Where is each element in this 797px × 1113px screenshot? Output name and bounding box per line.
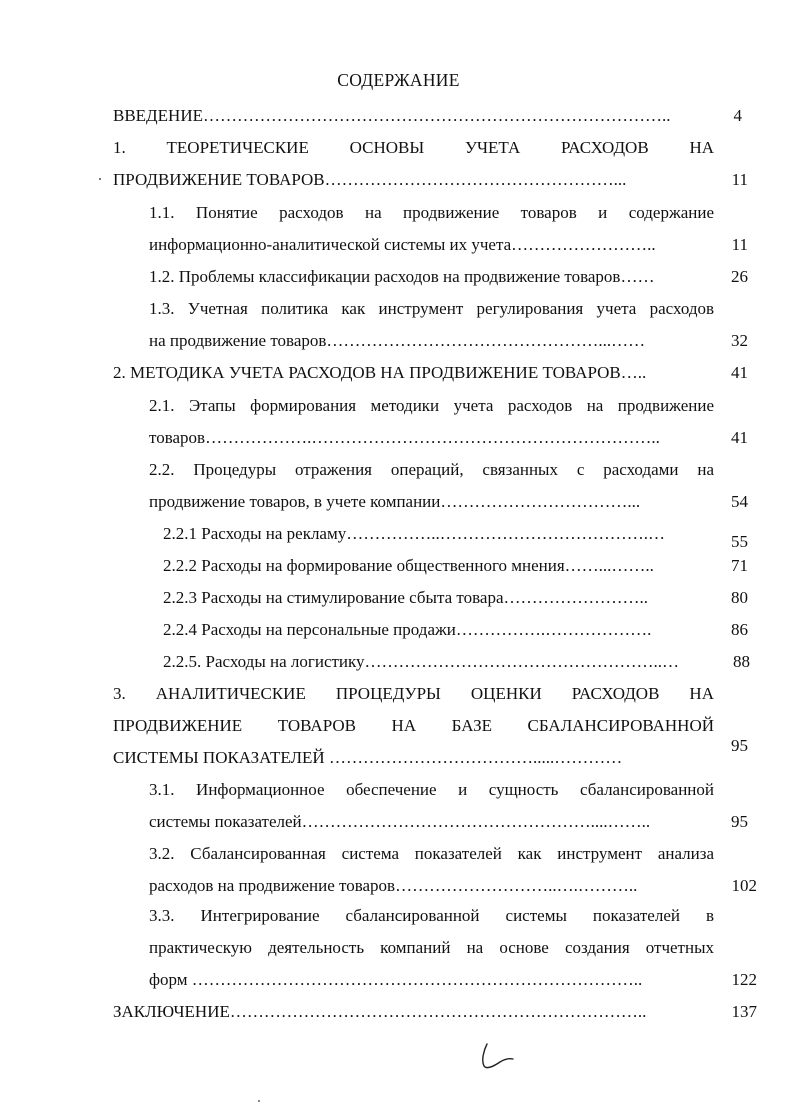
toc-line-1-2: 1.2. Проблемы классификации расходов на продвижение товаров…… <box>149 267 655 286</box>
page-number: 80 <box>731 588 748 607</box>
page-number: 71 <box>731 556 748 575</box>
toc-line-3-2-a: 3.2. Сбалансированная система показателей как инструмент анализа <box>149 844 714 863</box>
toc-line-2-1-b: товаров……………….…………………………………………………….. <box>149 428 660 447</box>
toc-line-2-2-1: 2.2.1 Расходы на рекламу……………..……………………………….… <box>163 524 665 543</box>
page-number: 41 <box>731 428 748 447</box>
toc-line-3-3-a: 3.3. Интегрирование сбалансированной системы показателей в <box>149 906 714 925</box>
page-number: 102 <box>731 876 757 895</box>
toc-line-conclusion: ЗАКЛЮЧЕНИЕ……………………………………………………………….. <box>113 1002 647 1021</box>
toc-line-1-3-b: на продвижение товаров…………………………………………...…… <box>149 331 646 350</box>
page-number: 41 <box>731 363 748 382</box>
toc-line-chapter1-b: ПРОДВИЖЕНИЕ ТОВАРОВ……………………………………………... <box>113 170 627 189</box>
toc-line-1-1-b: информационно-аналитической системы их учета…………………….. <box>149 235 656 254</box>
toc-line-1-3-a: 1.3. Учетная политика как инструмент регулирования учета расходов <box>149 299 714 318</box>
toc-line-chapter1-a: 1. ТЕОРЕТИЧЕСКИЕ ОСНОВЫ УЧЕТА РАСХОДОВ НА <box>113 138 714 157</box>
page-number: 95 <box>731 812 748 831</box>
page-number: 137 <box>731 1002 757 1021</box>
toc-line-2-2-2: 2.2.2 Расходы на формирование общественного мнения……...…….. <box>163 556 654 575</box>
page-number: 4 <box>733 106 742 125</box>
toc-line-1-1-a: 1.1. Понятие расходов на продвижение товаров и содержание <box>149 203 714 222</box>
page-number: 122 <box>731 970 757 989</box>
toc-line-2-1-a: 2.1. Этапы формирования методики учета расходов на продвижение <box>149 396 714 415</box>
toc-line-chapter3-a: 3. АНАЛИТИЧЕСКИЕ ПРОЦЕДУРЫ ОЦЕНКИ РАСХОДОВ НА <box>113 684 714 703</box>
page-title: СОДЕРЖАНИЕ <box>337 70 460 90</box>
page-number: 11 <box>731 235 748 254</box>
page-number: 32 <box>731 331 748 350</box>
page-number: 86 <box>731 620 748 639</box>
toc-line-3-2-b: расходов на продвижение товаров………………………..….……….. <box>149 876 638 895</box>
toc-line-2-2-a: 2.2. Процедуры отражения операций, связанных с расходами на <box>149 460 714 479</box>
toc-line-3-1-a: 3.1. Информационное обеспечение и сущность сбалансированной <box>149 780 714 799</box>
page-number: 88 <box>733 652 750 671</box>
scan-speck <box>99 178 101 180</box>
page-number: 95 <box>731 736 748 755</box>
toc-line-2-2-4: 2.2.4 Расходы на персональные продажи…………….………………. <box>163 620 652 639</box>
toc-line-intro: ВВЕДЕНИЕ……………………………………………………………………….. <box>113 106 671 125</box>
toc-line-chapter2: 2. МЕТОДИКА УЧЕТА РАСХОДОВ НА ПРОДВИЖЕНИЕ ТОВАРОВ….. <box>113 363 647 382</box>
toc-line-2-2-5: 2.2.5. Расходы на логистику……………………………………………..… <box>163 652 680 671</box>
page-number: 54 <box>731 492 748 511</box>
page-number: 55 <box>731 532 748 551</box>
page-number: 26 <box>731 267 748 286</box>
toc-line-2-2-3: 2.2.3 Расходы на стимулирование сбыта товара…………………….. <box>163 588 649 607</box>
handwritten-mark-icon <box>478 1040 518 1072</box>
scan-speck <box>258 1100 260 1102</box>
toc-line-chapter3-b: ПРОДВИЖЕНИЕ ТОВАРОВ НА БАЗЕ СБАЛАНСИРОВАННОЙ <box>113 716 714 735</box>
page-number: 11 <box>731 170 748 189</box>
toc-line-3-3-c: форм …………………………………………………………………….. <box>149 970 643 989</box>
toc-line-2-2-b: продвижение товаров, в учете компании……………………………... <box>149 492 641 511</box>
toc-line-chapter3-c: СИСТЕМЫ ПОКАЗАТЕЛЕЙ ……………………………….....………… <box>113 748 623 767</box>
toc-line-3-3-b: практическую деятельность компаний на основе создания отчетных <box>149 938 714 957</box>
toc-line-3-1-b: системы показателей……………………………………………....…….. <box>149 812 651 831</box>
